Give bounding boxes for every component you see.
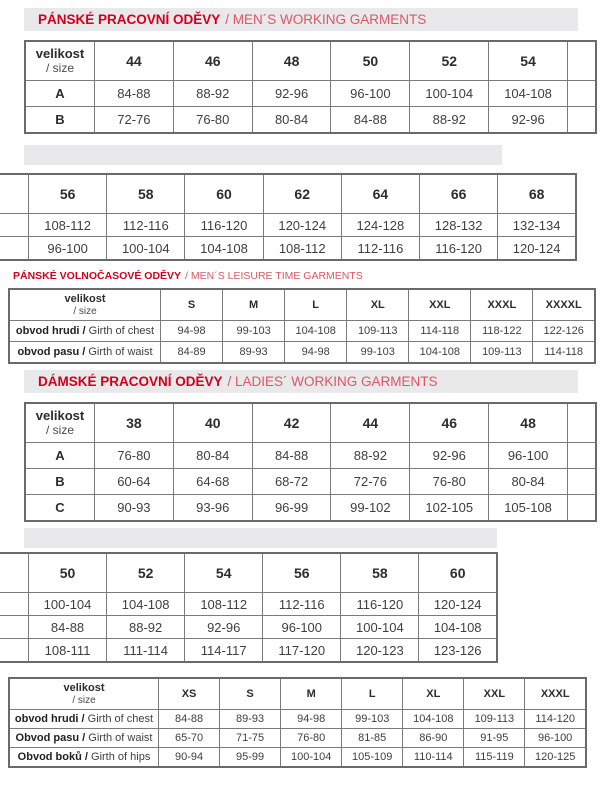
row-label-english: Girth of chest [87,713,154,725]
size-value-cell: 116-120 [341,593,419,616]
size-column-header: XXL [464,678,525,710]
size-value-cell: 96-99 [252,495,331,522]
header-row [0,174,576,214]
size-column-header: XS [159,678,220,710]
size-value-cell: 65-70 [159,729,220,748]
size-value-cell: 104-108 [409,342,471,364]
size-value-cell: 84-88 [331,107,410,134]
header-row [9,678,586,710]
size-value-cell: 90-94 [159,748,220,768]
size-column-header: 64 [341,174,419,214]
row-label-english: Girth of chest [88,325,155,337]
row-label [9,748,159,768]
size-value-cell: 80-84 [489,469,568,495]
cropped-edge-cell [568,81,597,107]
row-label-czech: obvod hrudi / [15,325,86,337]
size-value-cell: 96-100 [489,443,568,469]
size-value-cell: 96-100 [263,616,341,639]
mens-working-table-primary [24,40,597,134]
size-column-header: 56 [29,174,107,214]
mens-leisure-table [8,288,596,364]
size-value-cell: 95-99 [220,748,281,768]
row-label-czech: A [55,448,65,463]
size-value-cell: 84-88 [252,443,331,469]
table-row [25,107,596,134]
size-value-cell: 110-114 [403,748,464,768]
size-value-cell: 114-118 [533,342,595,364]
corner-header [25,41,95,81]
size-column-header: XXXL [471,289,533,321]
header-row [25,41,596,81]
table-row [9,748,586,768]
size-column-header: 52 [410,41,489,81]
size-value-cell: 122-126 [533,321,595,342]
size-value-cell: 96-100 [331,81,410,107]
size-column-header: 48 [252,41,331,81]
size-column-header: 44 [331,403,410,443]
size-value-cell: 91-95 [464,729,525,748]
size-column-header: 50 [331,41,410,81]
row-label-czech: obvod pasu / [17,346,86,358]
cropped-edge-cell [568,107,597,134]
size-column-header: 60 [419,553,497,593]
size-column-header: M [223,289,285,321]
size-value-cell: 80-84 [173,443,252,469]
size-column-header: 54 [489,41,568,81]
size-value-cell: 108-111 [29,639,107,663]
row-label [25,495,95,522]
table-row [25,495,596,522]
size-column-header: S [161,289,223,321]
cropped-edge-cell [568,443,597,469]
size-value-cell: 84-88 [95,81,174,107]
header-row [0,553,497,593]
size-value-cell: 124-128 [341,214,419,237]
row-label-czech: C [55,500,65,515]
size-value-cell: 120-124 [419,593,497,616]
row-label [9,710,159,729]
table-row [0,639,497,663]
size-value-cell: 109-113 [464,710,525,729]
size-value-cell: 76-80 [95,443,174,469]
corner-label-czech: velikost [63,681,105,694]
size-value-cell: 84-89 [161,342,223,364]
row-label-czech: Obvod pasu / [15,732,86,744]
corner-header [25,403,95,443]
size-value-cell: 112-116 [341,237,419,261]
table-row [0,593,497,616]
size-value-cell: 76-80 [281,729,342,748]
size-value-cell: 118-122 [471,321,533,342]
table-row [25,443,596,469]
section-title-czech: PÁNSKÉ PRACOVNÍ ODĚVY [38,12,221,27]
row-label-czech: B [55,112,65,127]
size-value-cell: 117-120 [263,639,341,663]
table-row [9,342,595,364]
size-value-cell: 116-120 [420,237,498,261]
size-value-cell: 104-108 [403,710,464,729]
cropped-edge-cell [568,41,597,81]
size-value-cell: 64-68 [173,469,252,495]
size-value-cell: 102-105 [410,495,489,522]
size-value-cell: 99-102 [331,495,410,522]
size-value-cell: 94-98 [161,321,223,342]
corner-label-czech: velikost [64,292,106,305]
row-label [9,342,161,364]
table-row [25,81,596,107]
size-value-cell: 112-116 [107,214,185,237]
size-value-cell: 72-76 [331,469,410,495]
size-value-cell: 105-108 [489,495,568,522]
size-value-cell: 88-92 [173,81,252,107]
size-value-cell: 88-92 [107,616,185,639]
size-column-header: XL [403,678,464,710]
size-value-cell: 120-125 [525,748,586,768]
size-column-header: 48 [489,403,568,443]
row-label [9,729,159,748]
size-value-cell: 96-100 [525,729,586,748]
size-value-cell: 80-84 [252,107,331,134]
size-value-cell: 111-114 [107,639,185,663]
size-column-header: XL [347,289,409,321]
size-value-cell: 100-104 [410,81,489,107]
row-label-czech: B [55,474,65,489]
size-value-cell: 114-120 [525,710,586,729]
table-row [25,469,596,495]
size-value-cell: 114-117 [185,639,263,663]
size-column-header: XXL [409,289,471,321]
size-value-cell: 108-112 [29,214,107,237]
section-title-czech: PÁNSKÉ VOLNOČASOVÉ ODĚVY [13,270,182,282]
cropped-edge-cell [568,469,597,495]
row-label-czech: Obvod boků / [17,751,88,763]
section-divider-bar [24,145,502,165]
ladies-working-table-primary [24,402,597,522]
size-value-cell: 99-103 [223,321,285,342]
corner-label-english: / size [45,60,74,75]
size-value-cell: 108-112 [185,593,263,616]
size-column-header: 58 [341,553,419,593]
size-value-cell: 108-112 [263,237,341,261]
size-value-cell: 100-104 [29,593,107,616]
size-value-cell: 120-124 [263,214,341,237]
row-label [25,443,95,469]
table-row [9,729,586,748]
row-label-czech: A [55,86,65,101]
size-column-header: 58 [107,174,185,214]
size-value-cell: 81-85 [342,729,403,748]
size-value-cell: 104-108 [185,237,263,261]
size-value-cell: 76-80 [410,469,489,495]
table-row [0,616,497,639]
corner-label-english: / size [72,694,96,706]
table-row [0,214,576,237]
corner-header [9,678,159,710]
section-header-ladies-working [24,370,578,393]
size-value-cell: 120-123 [341,639,419,663]
size-value-cell: 120-124 [498,237,576,261]
size-column-header: L [342,678,403,710]
size-value-cell: 84-88 [159,710,220,729]
size-value-cell: 88-92 [410,107,489,134]
corner-label-english: / size [45,422,74,437]
cropped-edge-cell [0,593,29,616]
row-label-english: Girth of waist [88,732,153,744]
size-value-cell: 71-75 [220,729,281,748]
cropped-edge-cell [0,639,29,663]
cropped-edge-cell [568,495,597,522]
size-column-header: 46 [410,403,489,443]
size-column-header: 56 [263,553,341,593]
size-value-cell: 123-126 [419,639,497,663]
size-value-cell: 109-113 [471,342,533,364]
row-label-czech: obvod hrudi / [14,713,85,725]
section-title-english: / MEN´S LEISURE TIME GARMENTS [185,270,363,282]
section-header-mens-leisure [13,269,363,283]
corner-label-czech: velikost [35,45,85,61]
size-value-cell: 116-120 [185,214,263,237]
size-value-cell: 115-119 [464,748,525,768]
size-value-cell: 68-72 [252,469,331,495]
row-label-english: Girth of waist [88,346,153,358]
row-label [9,321,161,342]
size-value-cell: 132-134 [498,214,576,237]
size-value-cell: 109-113 [347,321,409,342]
ladies-measurements-table [8,677,587,768]
size-value-cell: 94-98 [285,342,347,364]
size-column-header: 60 [185,174,263,214]
size-column-header: M [281,678,342,710]
size-value-cell: 93-96 [173,495,252,522]
section-header-mens-working [24,8,578,31]
size-value-cell: 112-116 [263,593,341,616]
size-value-cell: 99-103 [347,342,409,364]
section-title-english: / LADIES´ WORKING GARMENTS [227,374,438,389]
header-row [9,289,595,321]
cropped-edge-cell [568,403,597,443]
size-value-cell: 92-96 [489,107,568,134]
size-column-header: S [220,678,281,710]
size-column-header: 40 [173,403,252,443]
size-column-header: 54 [185,553,263,593]
table-row [0,237,576,261]
size-value-cell: 92-96 [185,616,263,639]
size-value-cell: 72-76 [95,107,174,134]
size-value-cell: 89-93 [223,342,285,364]
size-column-header: 52 [107,553,185,593]
size-value-cell: 89-93 [220,710,281,729]
size-column-header: XXXXL [533,289,595,321]
table-row [9,710,586,729]
header-row [25,403,596,443]
size-value-cell: 104-108 [107,593,185,616]
row-label [25,107,95,134]
size-column-header: 46 [173,41,252,81]
corner-header [9,289,161,321]
row-label [25,81,95,107]
cropped-edge-cell [0,616,29,639]
size-value-cell: 105-109 [342,748,403,768]
size-column-header: 38 [95,403,174,443]
size-column-header: 66 [420,174,498,214]
row-label-english: Girth of hips [91,751,151,763]
size-value-cell: 96-100 [29,237,107,261]
corner-label-czech: velikost [35,407,85,423]
section-divider-bar [24,528,497,548]
size-value-cell: 84-88 [29,616,107,639]
size-value-cell: 60-64 [95,469,174,495]
size-value-cell: 100-104 [107,237,185,261]
size-value-cell: 76-80 [173,107,252,134]
size-value-cell: 92-96 [252,81,331,107]
size-value-cell: 100-104 [341,616,419,639]
size-value-cell: 90-93 [95,495,174,522]
size-column-header: 50 [29,553,107,593]
size-value-cell: 104-108 [489,81,568,107]
cropped-edge-cell [0,214,29,237]
size-value-cell: 99-103 [342,710,403,729]
size-column-header: XXXL [525,678,586,710]
size-value-cell: 104-108 [285,321,347,342]
section-title-english: / MEN´S WORKING GARMENTS [225,12,427,27]
size-column-header: 68 [498,174,576,214]
size-value-cell: 104-108 [419,616,497,639]
ladies-working-table-continuation [0,552,498,663]
size-column-header: 62 [263,174,341,214]
cropped-edge-cell [0,553,29,593]
table-row [9,321,595,342]
size-value-cell: 92-96 [410,443,489,469]
cropped-edge-cell [0,237,29,261]
corner-label-english: / size [73,305,97,317]
mens-working-table-continuation [0,173,577,261]
size-value-cell: 100-104 [281,748,342,768]
size-column-header: 42 [252,403,331,443]
size-value-cell: 94-98 [281,710,342,729]
size-value-cell: 114-118 [409,321,471,342]
size-column-header: 44 [95,41,174,81]
row-label [25,469,95,495]
size-value-cell: 128-132 [420,214,498,237]
section-title-czech: DÁMSKÉ PRACOVNÍ ODĚVY [38,374,223,389]
size-column-header: L [285,289,347,321]
size-value-cell: 86-90 [403,729,464,748]
cropped-edge-cell [0,174,29,214]
size-value-cell: 88-92 [331,443,410,469]
